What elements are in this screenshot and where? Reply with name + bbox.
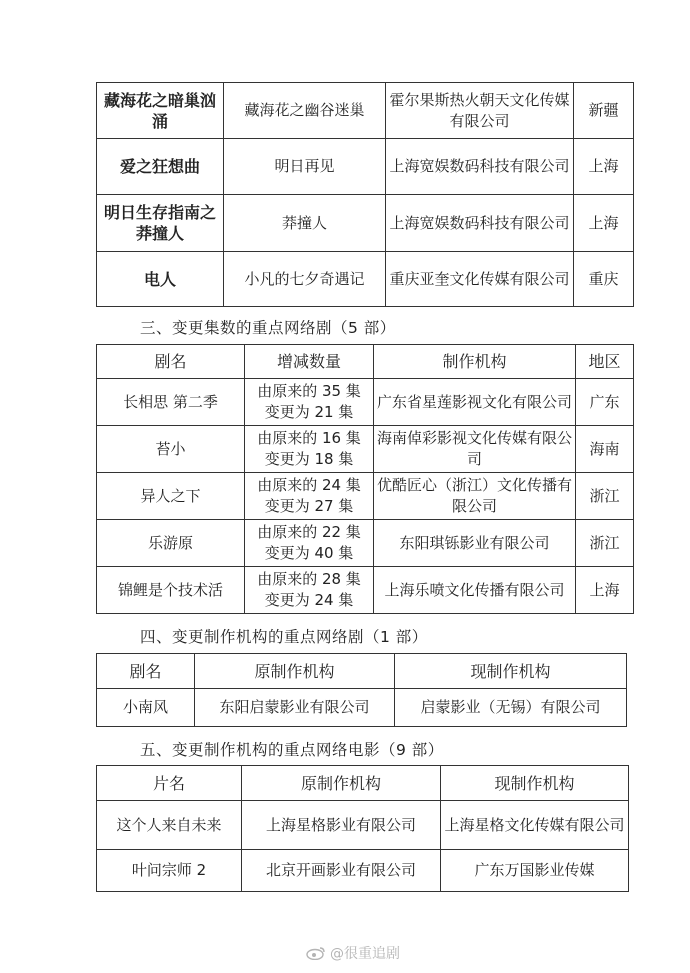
header-cell: 增减数量	[245, 345, 374, 379]
orig-title-cell: 明日再见	[224, 139, 386, 195]
table-row	[97, 520, 634, 567]
orig-title-cell: 莽撞人	[224, 195, 386, 252]
change-to: 变更为 18 集	[264, 450, 354, 468]
table-header-row	[97, 654, 627, 689]
change-to: 变更为 21 集	[264, 403, 354, 421]
change-cell	[245, 567, 374, 614]
title-cell: 锦鲤是个技术活	[97, 567, 245, 614]
header-cell: 现制作机构	[395, 654, 627, 689]
table-row	[97, 139, 634, 195]
table-header-row	[97, 345, 634, 379]
title-cell: 叶问宗师 2	[97, 850, 242, 892]
region-cell: 上海	[574, 139, 634, 195]
table-row	[97, 801, 629, 850]
company-cell: 广东省星莲影视文化有限公司	[374, 379, 576, 426]
table-row	[97, 426, 634, 473]
region-cell: 浙江	[576, 520, 634, 567]
company-cell: 东阳琪铄影业有限公司	[374, 520, 576, 567]
region-cell: 海南	[576, 426, 634, 473]
table-producer-change-drama	[96, 653, 627, 727]
change-cell	[245, 520, 374, 567]
orig-title-cell: 藏海花之幽谷迷巢	[224, 83, 386, 139]
change-from: 由原来的 16 集	[257, 429, 361, 447]
company-cell: 上海宽娱数码科技有限公司	[386, 195, 574, 252]
section-heading-producer-change-drama: 四、变更制作机构的重点网络剧（1 部）	[140, 628, 428, 646]
title-cell: 这个人来自未来	[97, 801, 242, 850]
company-cell: 上海宽娱数码科技有限公司	[386, 139, 574, 195]
region-cell: 重庆	[574, 252, 634, 307]
table-row	[97, 850, 629, 892]
table-producer-change-film	[96, 765, 629, 892]
section-heading-episode-change: 三、变更集数的重点网络剧（5 部）	[140, 319, 396, 337]
header-cell: 地区	[576, 345, 634, 379]
title-cell: 小南风	[97, 689, 195, 727]
orig-title-cell: 小凡的七夕奇遇记	[224, 252, 386, 307]
company-cell: 海南倬彩影视文化传媒有限公司	[374, 426, 576, 473]
company-cell: 霍尔果斯热火朝天文化传媒有限公司	[386, 83, 574, 139]
table-renamed-dramas	[96, 82, 634, 307]
section-heading-producer-change-film: 五、变更制作机构的重点网络电影（9 部）	[140, 741, 444, 759]
change-to: 变更为 40 集	[264, 544, 354, 562]
region-cell: 上海	[576, 567, 634, 614]
header-cell: 原制作机构	[242, 766, 441, 801]
title-cell: 长相思 第二季	[97, 379, 245, 426]
change-to: 变更为 27 集	[264, 497, 354, 515]
change-from: 由原来的 35 集	[257, 382, 361, 400]
weibo-icon	[306, 946, 326, 960]
region-cell: 浙江	[576, 473, 634, 520]
region-cell: 上海	[574, 195, 634, 252]
table-row	[97, 252, 634, 307]
new-title-cell: 明日生存指南之莽撞人	[97, 195, 224, 252]
header-cell: 剧名	[97, 654, 195, 689]
header-cell: 剧名	[97, 345, 245, 379]
change-from: 由原来的 24 集	[257, 476, 361, 494]
table-row	[97, 379, 634, 426]
region-cell: 新疆	[574, 83, 634, 139]
header-cell: 现制作机构	[441, 766, 629, 801]
change-from: 由原来的 28 集	[257, 570, 361, 588]
company-cell: 上海乐喷文化传播有限公司	[374, 567, 576, 614]
orig-company-cell: 北京开画影业有限公司	[242, 850, 441, 892]
table-row	[97, 473, 634, 520]
table-episode-change	[96, 344, 634, 614]
change-from: 由原来的 22 集	[257, 523, 361, 541]
change-cell	[245, 426, 374, 473]
title-cell: 异人之下	[97, 473, 245, 520]
watermark-text: @很重追剧	[330, 946, 400, 962]
company-cell: 优酷匠心（浙江）文化传播有限公司	[374, 473, 576, 520]
header-cell: 原制作机构	[195, 654, 395, 689]
current-company-cell: 广东万国影业传媒	[441, 850, 629, 892]
watermark	[306, 943, 400, 963]
change-cell	[245, 473, 374, 520]
table-row	[97, 195, 634, 252]
table-row	[97, 83, 634, 139]
orig-company-cell: 东阳启蒙影业有限公司	[195, 689, 395, 727]
title-cell: 苔小	[97, 426, 245, 473]
company-cell: 重庆亚奎文化传媒有限公司	[386, 252, 574, 307]
header-cell: 制作机构	[374, 345, 576, 379]
new-title-cell: 电人	[97, 252, 224, 307]
current-company-cell: 上海星格文化传媒有限公司	[441, 801, 629, 850]
region-cell: 广东	[576, 379, 634, 426]
new-title-cell: 藏海花之暗巢汹涌	[97, 83, 224, 139]
current-company-cell: 启蒙影业（无锡）有限公司	[395, 689, 627, 727]
title-cell: 乐游原	[97, 520, 245, 567]
orig-company-cell: 上海星格影业有限公司	[242, 801, 441, 850]
change-to: 变更为 24 集	[264, 591, 354, 609]
table-row	[97, 689, 627, 727]
header-cell: 片名	[97, 766, 242, 801]
change-cell	[245, 379, 374, 426]
table-row	[97, 567, 634, 614]
new-title-cell: 爱之狂想曲	[97, 139, 224, 195]
table-header-row	[97, 766, 629, 801]
